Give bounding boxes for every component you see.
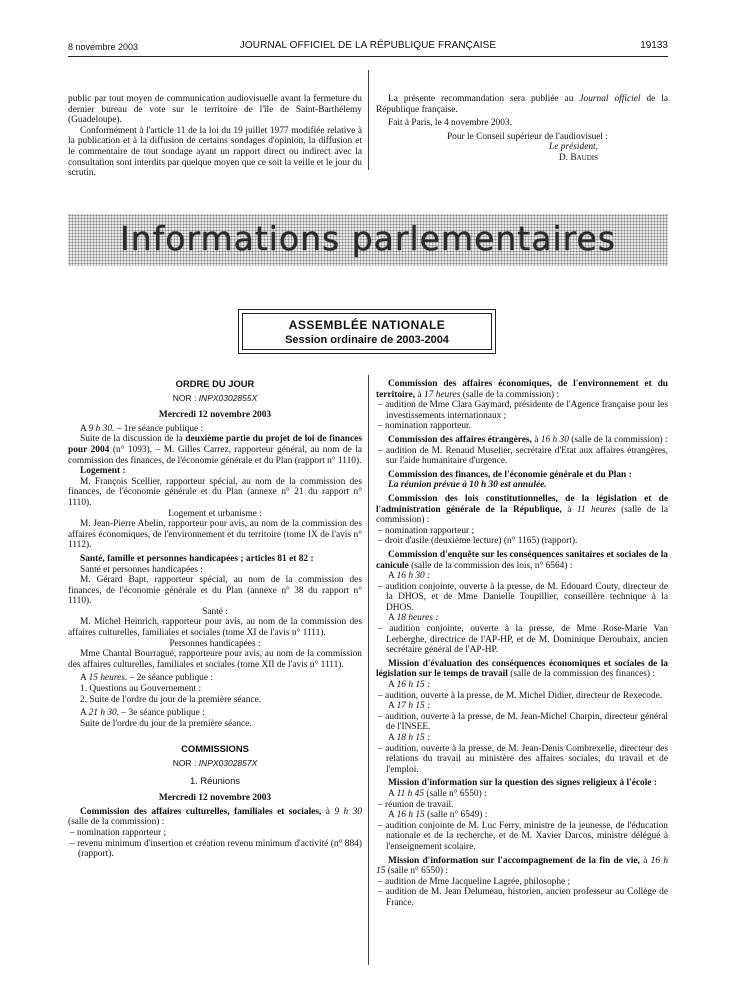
logement-urbanisme-heading: Logement et urbanisme :	[168, 508, 262, 519]
mission-item-2: – audition, ouverte à la presse, de M. Jean-Michel Charpin, directeur général de l'INSEE.	[378, 711, 668, 733]
logement-paragraph: M. François Scellier, rapporteur spécial, au nom de la commission des finances, de l'économie générale et du Plan (annexe n° 21 du rapport n° 1110).	[68, 476, 362, 508]
header-rule	[68, 56, 668, 57]
commission-economiques: Commission des affaires économiques, de l'environnement et du territoire, à 17 heures (salle de la commission) :	[376, 379, 668, 400]
seance-3-heading: A 21 h 30. – 3e séance publique :	[80, 708, 205, 719]
date-heading-2: Mercredi 12 novembre 2003	[158, 793, 272, 804]
right-column	[376, 379, 668, 909]
signes-time-2: A 16 h 15 (salle n° 6549) :	[388, 810, 488, 821]
nor-reference: NOR : INPX0302855X	[172, 392, 258, 403]
mission-fin-de-vie: Mission d'information sur l'accompagnement de la fin de vie, à 16 h 15 (salle n° 6550) :	[376, 855, 669, 877]
commissions-title: COMMISSIONS	[181, 743, 249, 755]
mission-time-3: A 18 h 15 :	[388, 733, 431, 743]
top-left-p2: Conformément à l'article 11 de la loi du 19 juillet 1977 modifiée relative à la publication et à la diffusion de certains sondages d'opinion, la diffusion et le commentaire de tout sondage ayant un rapport direct ou indirect avec la consultation sont interdits par quelque moyen que ce soit la veille et le jour du scrutin.	[68, 125, 362, 179]
left-column	[68, 379, 362, 860]
signed-at: Fait à Paris, le 4 novembre 2003.	[388, 118, 512, 129]
top-right-column	[376, 94, 668, 164]
seance-2-heading: A 15 heures. – 2e séance publique :	[80, 673, 213, 684]
sante2-paragraph: M. Michel Heinrich, rapporteur pour avis, au nom de la commission des affaires culturelles, familiales et sociales (tome XI de l'avis n° 1111).	[68, 617, 362, 639]
header-date: 8 novembre 2003	[68, 42, 139, 52]
column-divider-top	[368, 70, 369, 170]
seance-2-item-1: 1. Questions au Gouvernement :	[80, 684, 202, 695]
canicule-item-2: – audition conjointe, ouverte à la presse, de Mme Rose-Marie Van Lerberghe, directrice de l'AP-HP, et de M. Dominique Deroubaix, ancien secrétaire général de l'AP-HP.	[378, 624, 668, 656]
handicap-heading: Personnes handicapées :	[169, 638, 261, 649]
mission-temps-travail: Mission d'évaluation des conséquences économiques et sociales de la législation sur le temps de travail (salle de la commission des finances) :	[376, 658, 668, 680]
banner-title: Informations parlementaires	[120, 219, 616, 258]
fin-de-vie-item-1: – audition de Mme Jacqueline Lagrée, philosophe ;	[378, 876, 571, 887]
column-divider-main	[368, 375, 369, 965]
canicule-item-1: – audition conjointe, ouverte à la presse, de M. Edouard Couty, directeur de la DHOS, et de Mme Danielle Toupillier, conseillère technique à la DHOS.	[378, 581, 668, 613]
assembly-name: ASSEMBLÉE NATIONALE	[288, 318, 446, 332]
logement-urbanisme-paragraph: M. Jean-Pierre Abelin, rapporteur pour avis, au nom de la commission des affaires économiques, de l'environnement et du territoire (tome IX de l'avis n° 1112).	[68, 519, 362, 551]
canicule-time-1: A 16 h 30 :	[388, 571, 431, 582]
mission-time-1: A 16 h 15 :	[388, 680, 431, 691]
recommendation-paragraph: La présente recommandation sera publiée au Journal officiel de la République française.	[376, 94, 669, 115]
signature-line-3: D. Baudis	[558, 152, 598, 163]
session-name: Session ordinaire de 2003-2004	[285, 334, 449, 346]
section-banner	[68, 214, 668, 266]
handicap-paragraph: Mme Chantal Bourragué, rapporteure pour avis, au nom de la commission des affaires culturelles, familiales et sociales (tome XII de l'avis n° 1111).	[68, 649, 362, 670]
sante-heading: Santé, famille et personnes handicapées ; articles 81 et 82 :	[80, 553, 314, 564]
header-page-number: 19133	[640, 40, 668, 51]
top-left-p1: public par tout moyen de communication audiovisuelle avant la fermeture du dernier bureau de vote sur le territoire de l'île de Saint-Barthélemy (Guadeloupe).	[68, 94, 362, 126]
header-journal-title: JOURNAL OFFICIEL DE LA RÉPUBLIQUE FRANÇAISE	[239, 40, 497, 51]
top-left-column	[68, 94, 362, 179]
commission-lois-item-1: – nomination rapporteur ;	[378, 525, 475, 536]
signes-time-1: A 11 h 45 (salle n° 6550) :	[388, 788, 487, 799]
mission-item-1: – audition, ouverte à la presse, de M. Michel Didier, directeur de Rexecode.	[378, 690, 663, 701]
commission-etrangeres: Commission des affaires étrangères, à 16 h 30 (salle de la commission) :	[388, 434, 668, 445]
seance-1-heading: A 9 h 30. – 1re séance publique :	[80, 423, 204, 434]
commission-economiques-item-1: – audition de Mme Clara Gaymard, présidente de l'Agence française pour les investissements internationaux ;	[378, 400, 668, 421]
running-header	[68, 40, 668, 54]
nor-reference-2: NOR : INPX0302857X	[172, 758, 258, 768]
commission-economiques-item-2: – nomination rapporteur.	[378, 421, 471, 432]
signes-item-2: – audition conjointe de M. Luc Ferry, ministre de la jeunesse, de l'éducation nationale et de la recherche, et de M. Xavier Darcos, ministre délégué à l'enseignement scolaire.	[378, 820, 668, 852]
commission-finances-note: La réunion prévue à 10 h 30 est annulée.	[388, 480, 547, 491]
mission-time-2: A 17 h 15 :	[388, 701, 431, 712]
canicule-time-2: A 18 heures :	[388, 613, 439, 624]
signes-item-1: – réunion de travail.	[378, 799, 454, 810]
reunions-heading: 1. Réunions	[189, 774, 241, 786]
commission-culturelles-item-2: – revenu minimum d'insertion et création revenu minimum d'activité (n° 884) (rapport).	[70, 838, 362, 860]
fin-de-vie-item-2: – audition de M. Jean Delumeau, historien, ancien professeur au Collège de France.	[378, 887, 668, 908]
commission-lois: Commission des lois constitutionnelles, de la législation et de l'administration générale de la République, à 11 heures (salle de la commission) :	[376, 493, 669, 526]
date-heading: Mercredi 12 novembre 2003	[158, 410, 272, 421]
commission-lois-item-2: – droit d'asile (deuxième lecture) (n° 1165) (rapport).	[378, 536, 578, 547]
seance-2-item-2: 2. Suite de l'ordre du jour de la première séance.	[80, 694, 262, 705]
ordre-du-jour-title: ORDRE DU JOUR	[175, 378, 255, 389]
commission-culturelles-item-1: – nomination rapporteur ;	[70, 827, 167, 838]
logement-heading: Logement :	[80, 466, 126, 477]
signature-line-1: Pour le Conseil supérieur de l'audiovisuel :	[446, 131, 608, 142]
assembly-title-box	[238, 309, 496, 354]
commission-etrangeres-item-1: – audition de M. Renaud Muselier, secrétaire d'Etat aux affaires étrangères, sur l'aide humanitaire d'urgence.	[378, 445, 668, 467]
mission-signes-religieux: Mission d'information sur la question des signes religieux à l'école :	[388, 778, 657, 789]
commission-canicule: Commission d'enquête sur les conséquences sanitaires et sociales de la canicule (salle de la commission des lois, n° 6564) :	[376, 549, 668, 571]
sante-subheading: Santé et personnes handicapées :	[80, 564, 203, 575]
mission-item-3: – audition, ouverte à la presse, de M. Jean-Denis Combrexelle, directeur des relations du travail au ministère des affaires sociales, du travail et de l'emploi.	[378, 743, 668, 775]
signature-line-2: Le président,	[549, 142, 598, 153]
seance-1-paragraph: Suite de la discussion de la deuxième partie du projet de loi de finances pour 2004 (n° 1093). – M. Gilles Carrez, rapporteur général, au nom de la commission des finances, de l'économie générale et du Plan (rapport n° 1110).	[68, 434, 363, 466]
commission-culturelles: Commission des affaires culturelles, familiales et sociales, à 9 h 30 (salle de la commission) :	[68, 806, 362, 828]
seance-3-paragraph: Suite de l'ordre du jour de la première séance.	[80, 718, 252, 729]
commission-finances: Commission des finances, de l'économie générale et du Plan :	[388, 469, 632, 480]
sante-paragraph: M. Gérard Bapt, rapporteur spécial, au nom de la commission des finances, de l'économie générale et du Plan (annexe n° 38 du rapport n° 1110).	[68, 575, 362, 607]
sante2-heading: Santé :	[202, 606, 228, 617]
